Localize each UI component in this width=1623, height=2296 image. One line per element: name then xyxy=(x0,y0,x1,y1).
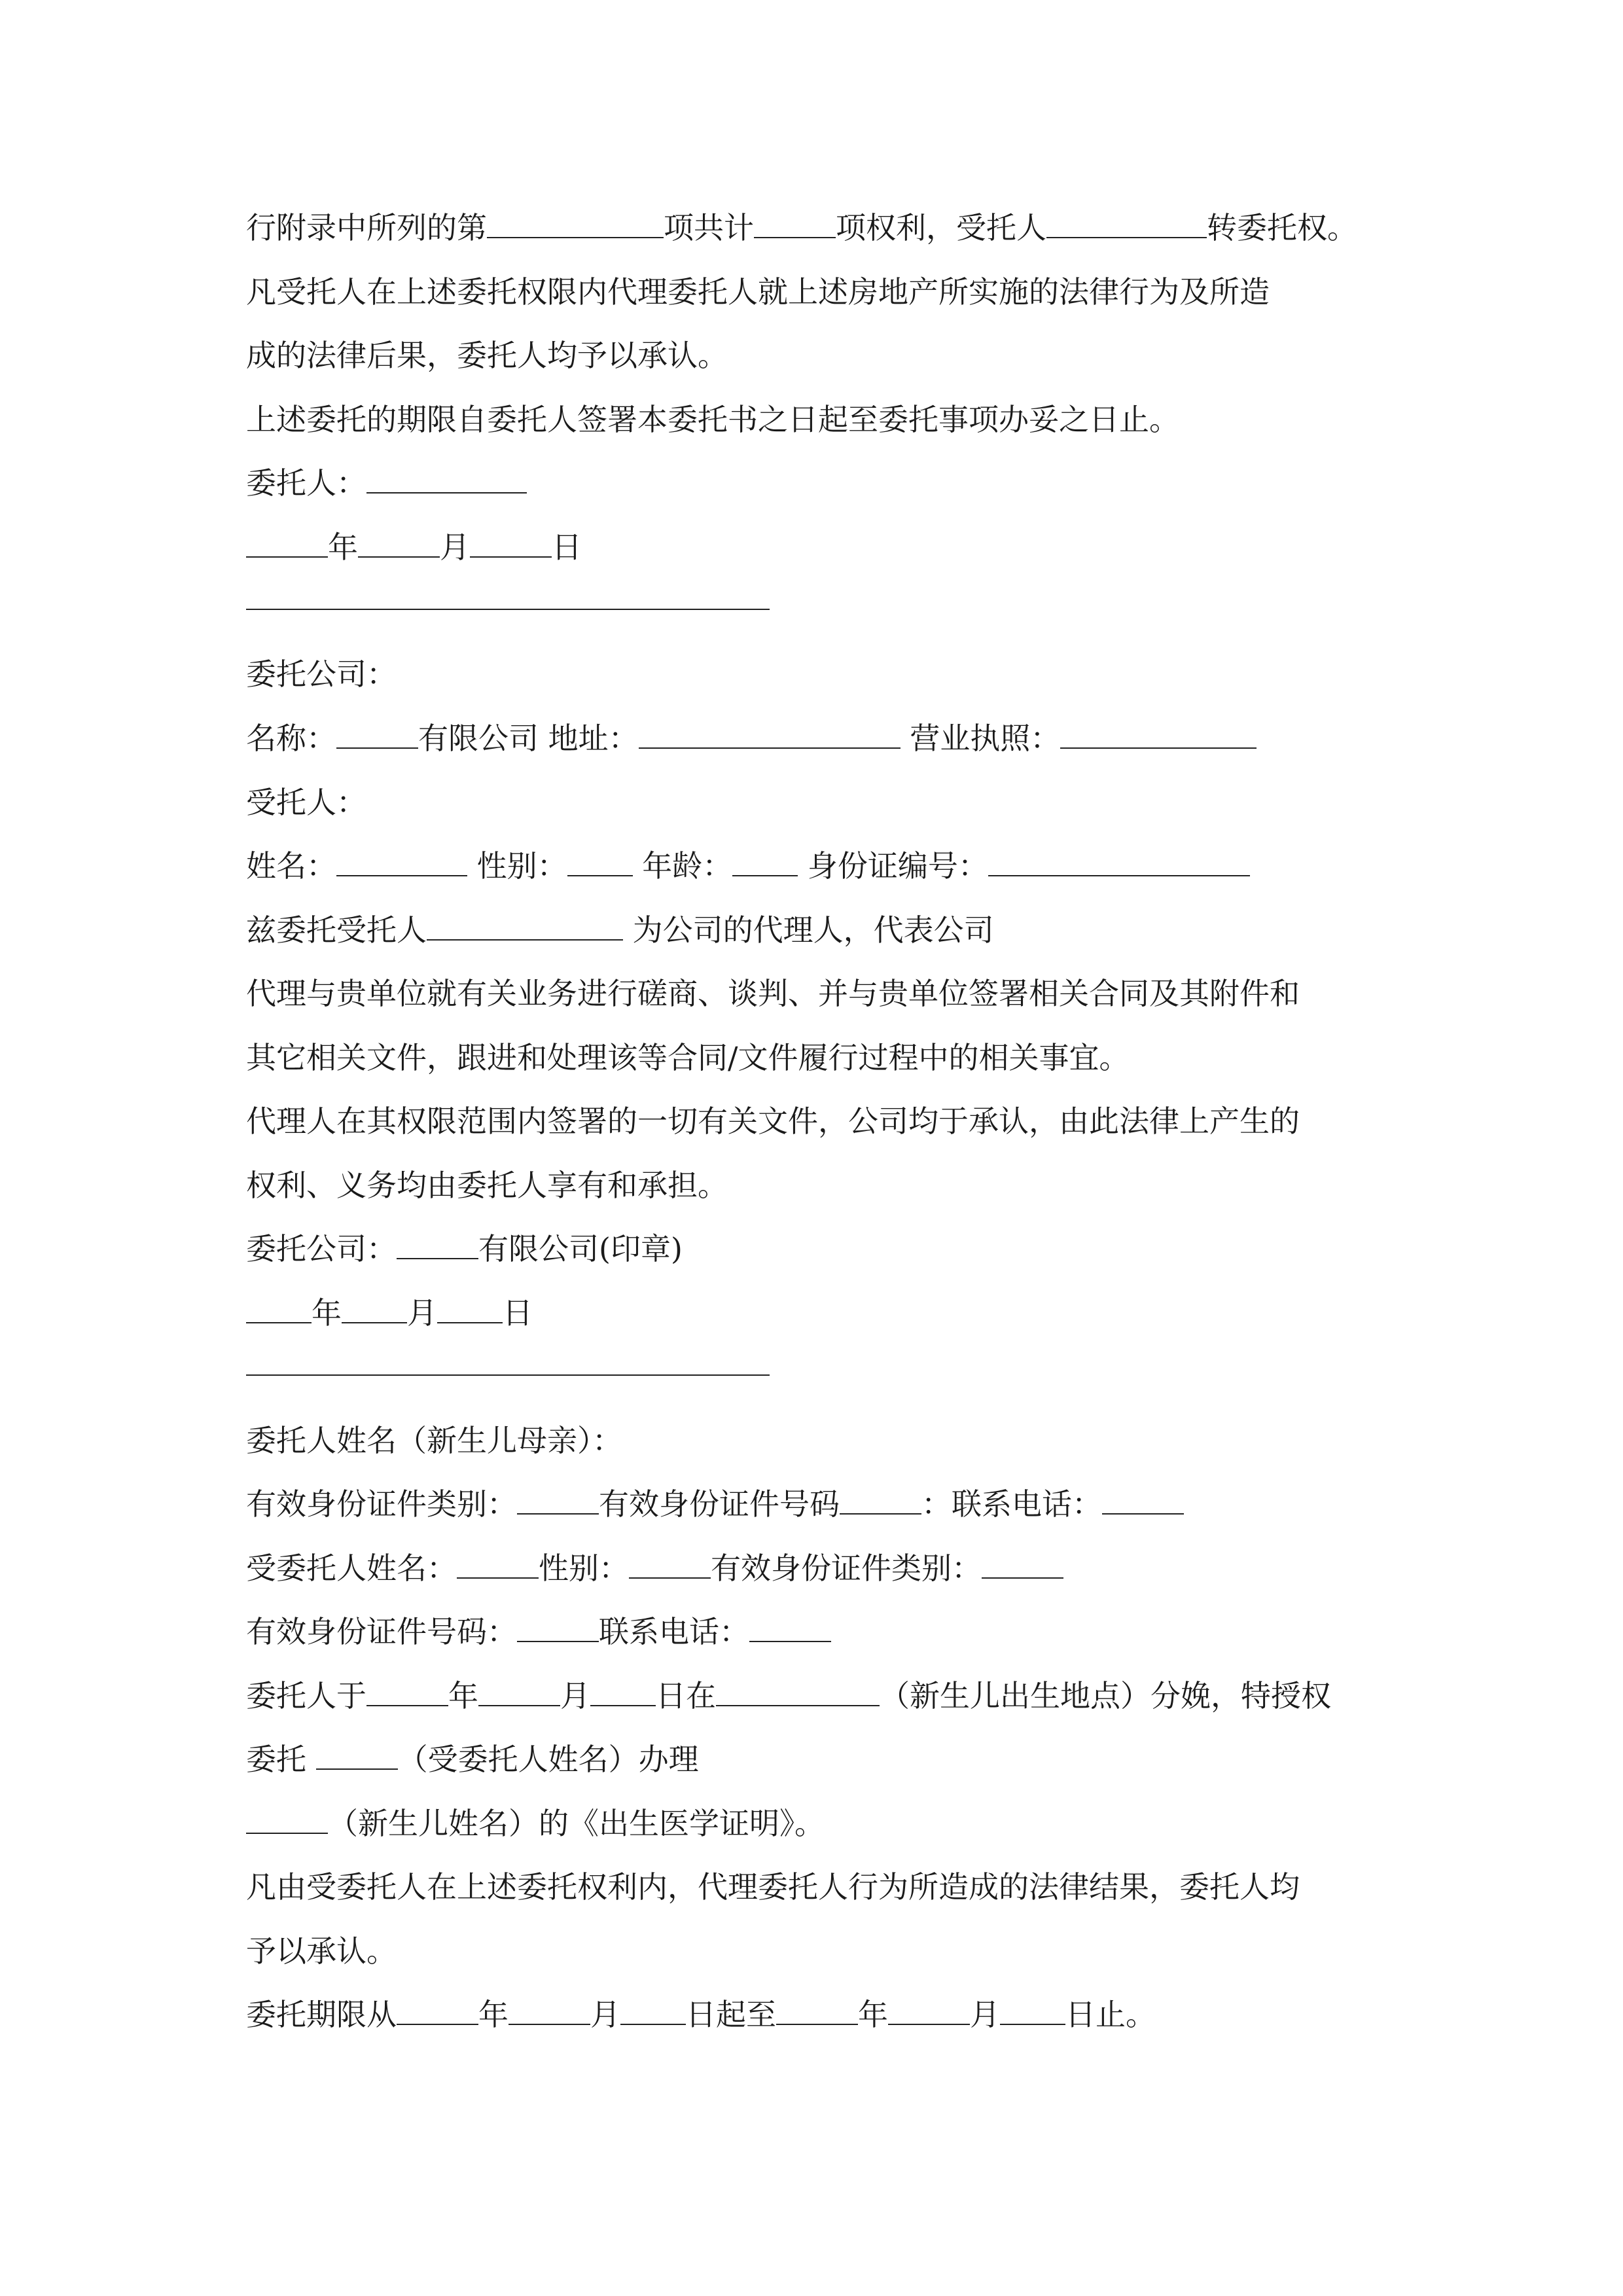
blank-field xyxy=(366,463,527,493)
blank-field xyxy=(246,528,328,558)
blank-field xyxy=(517,1612,599,1642)
blank-field xyxy=(1000,1995,1065,2025)
blank-field xyxy=(470,528,552,558)
text-segment: 予以承认。 xyxy=(246,1933,397,1969)
blank-field xyxy=(716,1676,880,1706)
blank-field xyxy=(246,1293,312,1323)
text-segment: 委托期限从 xyxy=(246,1997,397,2032)
text-segment: 名称： xyxy=(246,721,336,756)
text-segment: 委托人于 xyxy=(246,1678,366,1713)
text-line xyxy=(246,783,366,822)
blank-field xyxy=(639,719,901,749)
text-segment: 项权利，受托人 xyxy=(836,210,1046,245)
blank-field xyxy=(342,1293,407,1323)
blank-field xyxy=(1102,1484,1184,1515)
text-segment: 其它相关文件，跟进和处理该等合同/文件履行过程中的相关事宜。 xyxy=(246,1040,1130,1075)
text-line xyxy=(246,208,1357,247)
text-line xyxy=(246,528,582,567)
text-segment: 联系电话： xyxy=(599,1614,749,1649)
text-segment: 受委托人姓名： xyxy=(246,1551,457,1586)
text-segment: 年龄： xyxy=(632,848,733,884)
text-segment: 年 xyxy=(448,1678,478,1713)
text-segment: 日 xyxy=(552,529,582,565)
text-segment: 月 xyxy=(590,1997,620,2032)
text-line xyxy=(246,1612,831,1651)
text-segment: 委托 xyxy=(246,1742,316,1777)
separator-line xyxy=(246,1374,770,1376)
text-line xyxy=(246,1676,1331,1715)
text-segment: 委托人： xyxy=(246,465,366,501)
blank-field xyxy=(397,1229,478,1259)
text-segment: 成的法律后果，委托人均予以承认。 xyxy=(246,338,728,373)
text-segment: 行附录中所列的第 xyxy=(246,210,487,245)
text-segment: 为公司的代理人，代表公司 xyxy=(623,912,994,948)
blank-field xyxy=(358,528,440,558)
text-segment: 日在 xyxy=(656,1678,716,1713)
text-segment: （新生儿姓名）的《出生医学证明》。 xyxy=(328,1806,825,1841)
text-line xyxy=(246,846,1250,886)
text-segment: 年 xyxy=(328,529,358,565)
blank-field xyxy=(1046,208,1207,238)
text-segment: 月 xyxy=(440,529,470,565)
text-line xyxy=(246,1421,622,1460)
blank-field xyxy=(620,1995,686,2025)
text-segment: 项共计 xyxy=(664,210,754,245)
text-segment: 委托公司： xyxy=(246,1231,397,1266)
text-line xyxy=(246,1484,1184,1524)
text-line xyxy=(246,655,397,694)
text-segment: 性别： xyxy=(539,1551,629,1586)
text-segment: 委托公司： xyxy=(246,656,397,692)
text-line xyxy=(246,719,1257,758)
text-segment: 上述委托的期限自委托人签署本委托书之日起至委托事项办妥之日止。 xyxy=(246,402,1179,437)
text-line xyxy=(246,1931,397,1971)
text-segment: 姓名： xyxy=(246,848,336,884)
text-line xyxy=(246,1995,1156,2034)
text-line xyxy=(246,1102,1300,1141)
text-line xyxy=(246,1166,728,1205)
text-segment: （受委托人姓名）办理 xyxy=(397,1742,699,1777)
blank-field xyxy=(732,846,798,876)
text-segment: 有效身份证件号码 xyxy=(599,1486,840,1522)
blank-field xyxy=(366,1676,448,1706)
text-line xyxy=(246,272,1270,312)
text-segment: 委托人姓名（新生儿母亲）： xyxy=(246,1423,622,1458)
text-line xyxy=(246,1549,1063,1588)
blank-field xyxy=(336,846,467,876)
blank-field xyxy=(517,1484,599,1515)
text-segment: 身份证编号： xyxy=(798,848,988,884)
text-segment: 有效身份证件类别： xyxy=(711,1551,982,1586)
text-line xyxy=(246,463,527,503)
text-segment: 日 xyxy=(503,1295,533,1331)
text-line xyxy=(246,1229,683,1268)
text-segment: 月 xyxy=(560,1678,590,1713)
text-segment: 代理人在其权限范围内签署的一切有关文件，公司均于承认，由此法律上产生的 xyxy=(246,1103,1300,1139)
blank-field xyxy=(246,1804,328,1834)
text-segment: 凡受托人在上述委托权限内代理委托人就上述房地产所实施的法律行为及所造 xyxy=(246,274,1270,310)
text-segment: 权利、义务均由委托人享有和承担。 xyxy=(246,1168,728,1203)
text-segment: 年 xyxy=(858,1997,888,2032)
text-segment: 有效身份证件号码： xyxy=(246,1614,517,1649)
blank-field xyxy=(754,208,836,238)
text-segment: 代理与贵单位就有关业务进行磋商、谈判、并与贵单位签署相关合同及其附件和 xyxy=(246,976,1300,1011)
blank-field xyxy=(316,1740,398,1770)
text-segment: 有限公司 地址： xyxy=(418,721,639,756)
text-segment: 年 xyxy=(312,1295,342,1331)
text-line xyxy=(246,1867,1300,1907)
text-line xyxy=(246,1293,533,1333)
blank-field xyxy=(397,1995,478,2025)
text-segment: 凡由受委托人在上述委托权利内，代理委托人行为所造成的法律结果，委托人均 xyxy=(246,1869,1300,1905)
blank-field xyxy=(988,846,1250,876)
blank-field xyxy=(427,910,623,941)
text-line xyxy=(246,336,728,375)
blank-field xyxy=(629,1549,711,1579)
blank-field xyxy=(590,1676,656,1706)
blank-field xyxy=(457,1549,539,1579)
text-segment: 性别： xyxy=(467,848,567,884)
text-line xyxy=(246,910,994,950)
text-segment: 日起至 xyxy=(686,1997,776,2032)
text-line xyxy=(246,1038,1130,1077)
blank-field xyxy=(749,1612,831,1642)
text-line xyxy=(246,1804,825,1843)
text-segment: ：联系电话： xyxy=(921,1486,1102,1522)
text-segment: 兹委托受托人 xyxy=(246,912,427,948)
blank-field xyxy=(982,1549,1063,1579)
text-segment: 日止。 xyxy=(1065,1997,1156,2032)
text-segment: 有限公司(印章) xyxy=(478,1231,683,1266)
text-line xyxy=(246,974,1300,1013)
blank-field xyxy=(478,1676,560,1706)
blank-field xyxy=(567,846,633,876)
text-segment: 有效身份证件类别： xyxy=(246,1486,517,1522)
text-segment: 转委托权。 xyxy=(1207,210,1357,245)
blank-field xyxy=(840,1484,921,1515)
blank-field xyxy=(437,1293,503,1323)
text-segment: 年 xyxy=(478,1997,508,2032)
text-line xyxy=(246,1740,699,1779)
blank-field xyxy=(487,208,664,238)
text-segment: 受托人： xyxy=(246,785,366,820)
blank-field xyxy=(776,1995,858,2025)
text-segment: 月 xyxy=(407,1295,437,1331)
blank-field xyxy=(336,719,418,749)
blank-field xyxy=(508,1995,590,2025)
text-segment: 营业执照： xyxy=(900,721,1061,756)
text-segment: （新生儿出生地点）分娩，特授权 xyxy=(880,1678,1331,1713)
blank-field xyxy=(888,1995,970,2025)
separator-line xyxy=(246,609,770,610)
text-line xyxy=(246,400,1179,439)
blank-field xyxy=(1060,719,1257,749)
text-segment: 月 xyxy=(970,1997,1000,2032)
